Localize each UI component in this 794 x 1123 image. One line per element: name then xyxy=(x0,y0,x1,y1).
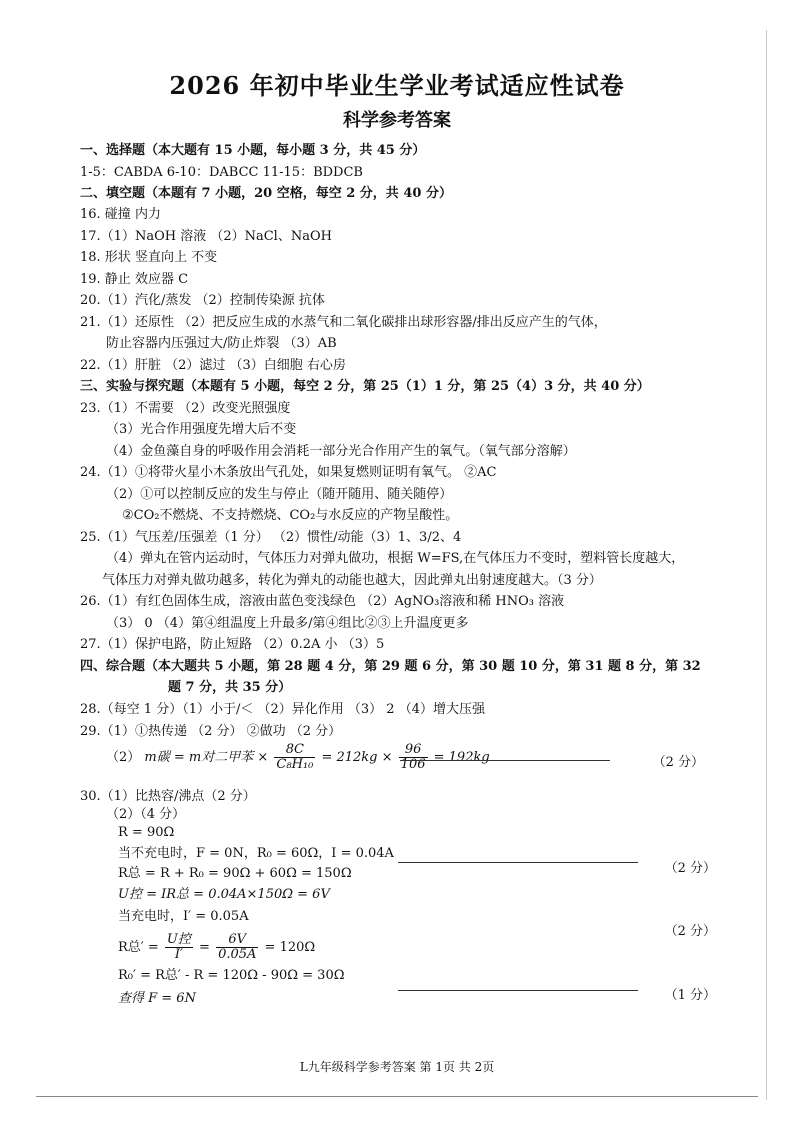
q29-part-label: （2） xyxy=(106,750,141,765)
section-4-heading-line2: 题 7 分，共 35 分） xyxy=(168,680,292,695)
q30-step-result: 查得 F = 6N xyxy=(118,991,196,1006)
answer-q21-line2: 防止容器内压强过大/防止炸裂 （3）AB xyxy=(106,336,337,351)
answer-q17: 17.（1）NaOH 溶液 （2）NaCl、NaOH xyxy=(80,229,332,244)
answer-q20: 20.（1）汽化/蒸发 （2）控制传染源 抗体 xyxy=(80,293,325,308)
answer-q27: 27.（1）保护电路，防止短路 （2）0.2A 小 （3）5 xyxy=(80,637,385,652)
q29-fraction-2-numerator: 96 xyxy=(399,743,428,758)
scan-edge-line xyxy=(766,30,767,1100)
answer-q21-line1: 21.（1）还原性 （2）把反应生成的水蒸气和二氧化碳排出球形容器/排出反应产生的气体， xyxy=(80,315,607,330)
q30-step-no-charge: 当不充电时，F = 0N，R₀ = 60Ω，I = 0.04A xyxy=(118,846,394,861)
answer-q23-line1: 23.（1）不需要 （2）改变光照强度 xyxy=(80,401,291,416)
section-4-heading-line1: 四、综合题（本大题共 5 小题，第 28 题 4 分，第 29 题 6 分，第 30 题 10 分，第 31 题 8 分，第 32 xyxy=(80,659,701,674)
q30-step-total-resistance: R总 = R + R₀ = 90Ω + 60Ω = 150Ω xyxy=(118,866,352,881)
page-title: 2026 年初中毕业生学业考试适应性试卷 xyxy=(169,71,625,100)
answer-q23-line2: （3）光合作用强度先增大后不变 xyxy=(106,422,297,437)
q29-fraction-1-denominator: C₈H₁₀ xyxy=(276,757,314,772)
q30h-fraction-2-denominator: 0.05A xyxy=(218,947,257,962)
answer-q25-line1: 25.（1）气压差/压强差（1 分） （2）惯性/动能（3）1、3/2、4 xyxy=(80,530,462,545)
answer-q30-part2-label: （2）（4 分） xyxy=(106,807,186,822)
answer-q30-part1: 30.（1）比热容/沸点（2 分） xyxy=(80,789,256,804)
q30-score-rule-1 xyxy=(398,862,638,863)
answer-q24-line1: 24.（1）①将带火星小木条放出气孔处，如果复燃则证明有氧气。 ②AC xyxy=(80,465,497,480)
q30-score-rule-2 xyxy=(398,990,638,991)
answer-q29-part2-formula xyxy=(106,742,490,774)
q30-step-resistance: R = 90Ω xyxy=(118,825,175,840)
q29-fraction-1-numerator: 8C xyxy=(274,743,315,758)
section-2-heading: 二、填空题（本题有 7 小题，20 空格，每空 2 分，共 40 分） xyxy=(80,186,452,201)
section-3-heading: 三、实验与探究题（本题有 5 小题，每空 2 分，第 25（1）1 分，第 25（4）3 分，共 40 分） xyxy=(80,379,650,394)
answer-q19: 19. 静止 效应器 C xyxy=(80,272,189,287)
q29-lhs: m碳 = m对二甲苯 × xyxy=(144,750,269,765)
answer-q18: 18. 形状 竖直向上 不变 xyxy=(80,250,218,265)
answer-q23-line3: （4）金鱼藻自身的呼吸作用会消耗一部分光合作用产生的氧气。（氧气部分溶解） xyxy=(106,444,576,459)
q30h-rhs: = 120Ω xyxy=(264,940,316,955)
q30h-fraction-1-numerator: U控 xyxy=(166,932,191,947)
q29-fraction-2 xyxy=(399,743,428,772)
page-subtitle: 科学参考答案 xyxy=(343,110,451,131)
q29-middle: = 212kg × xyxy=(321,750,393,765)
answer-q25-line2: （4）弹丸在管内运动时，气体压力对弹丸做功，根据 W=FS,在气体压力不变时，塑料管长度越大， xyxy=(106,551,685,566)
q30h-fraction-1 xyxy=(165,933,193,962)
footer-rule xyxy=(36,1096,758,1097)
q30-step-r0-new: R₀′ = R总′ - R = 120Ω - 90Ω = 30Ω xyxy=(118,968,345,983)
section-1-answers: 1-5：CABDA 6-10：DABCC 11-15：BDDCB xyxy=(80,165,363,180)
q30h-equals: = xyxy=(199,940,210,955)
answer-q25-line3: 气体压力对弹丸做功越多，转化为弹丸的动能也越大，因此弹丸出射速度越大。（3 分） xyxy=(102,573,602,588)
answer-q22: 22.（1）肝脏 （2）滤过 （3）白细胞 右心房 xyxy=(80,358,346,373)
q30-step-control-voltage: U控 = IR总 = 0.04A×150Ω = 6V xyxy=(118,887,330,902)
q29-rhs: = 192kg xyxy=(433,750,490,765)
q30-score-3: （1 分） xyxy=(664,988,716,1003)
q30h-fraction-2-numerator: 6V xyxy=(216,933,258,948)
answer-q26-line2: （3） 0 （4）第④组温度上升最多/第④组比②③上升温度更多 xyxy=(106,616,469,631)
q30-step-new-total-resistance xyxy=(118,930,315,966)
section-1-heading: 一、选择题（本大题有 15 小题，每小题 3 分，共 45 分） xyxy=(80,143,426,158)
q29-fraction-2-denominator: 106 xyxy=(400,757,426,772)
q29-score-rule xyxy=(400,760,610,761)
answer-q28: 28.（每空 1 分）（1）小于/＜ （2）异化作用 （3） 2 （4）增大压强 xyxy=(80,702,485,717)
q30h-prefix: R总′ = xyxy=(118,940,159,955)
q30h-fraction-2 xyxy=(216,933,258,962)
answer-q26-line1: 26.（1）有红色固体生成，溶液由蓝色变浅绿色 （2）AgNO₃溶液和稀 HNO₃ 溶液 xyxy=(80,594,565,609)
q30-score-2: （2 分） xyxy=(664,924,716,939)
q30-score-1: （2 分） xyxy=(664,861,716,876)
answer-q16: 16. 碰撞 内力 xyxy=(80,207,161,222)
q29-fraction-1 xyxy=(274,743,315,772)
q30-step-charging: 当充电时，I′ = 0.05A xyxy=(118,909,249,924)
answer-q24-line2: （2）①可以控制反应的发生与停止（随开随用、随关随停） xyxy=(106,487,453,502)
q29-part2-score: （2 分） xyxy=(652,755,704,770)
answer-q29-part1: 29.（1）①热传递 （2 分） ②做功 （2 分） xyxy=(80,724,342,739)
page-footer: L九年级科学参考答案 第 1页 共 2页 xyxy=(299,1060,495,1074)
q30h-fraction-1-denominator: I′ xyxy=(174,947,183,962)
answer-q24-line3: ②CO₂不燃烧、不支持燃烧、CO₂与水反应的产物呈酸性。 xyxy=(122,508,459,523)
